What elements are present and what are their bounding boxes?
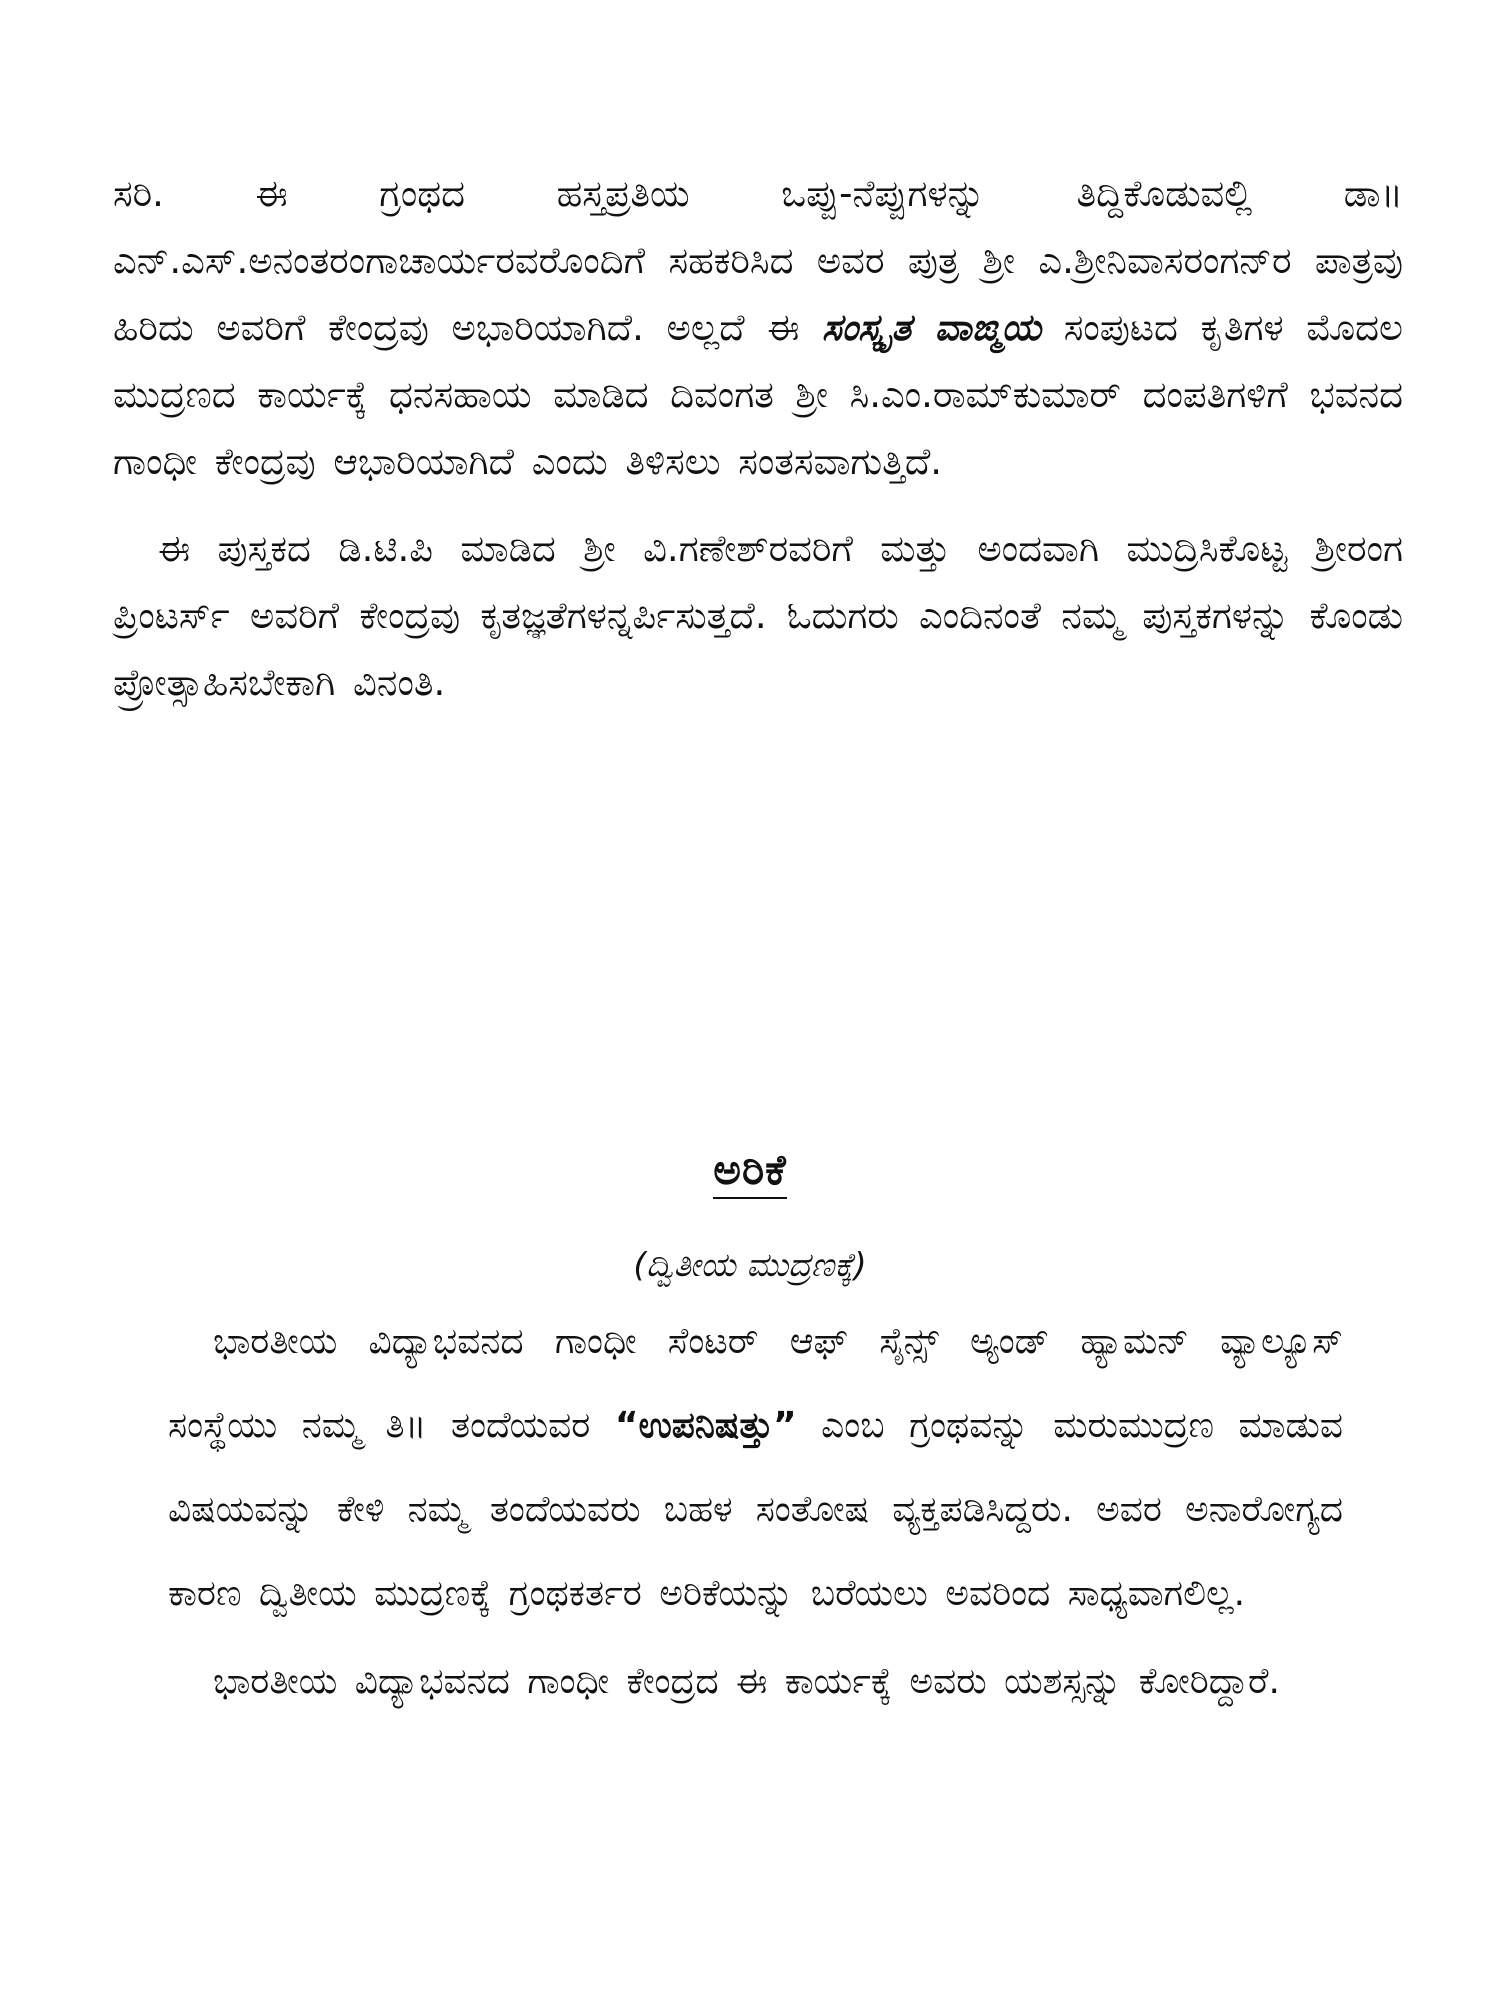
paragraph-text: ಸರಿ. ಈ ಗ್ರಂಥದ ಹಸ್ತಪ್ರತಿಯ ಒಪ್ಪು-ನೆಪ್ಪುಗಳನ್ನು ತಿದ್ದಿಕೊಡುವಲ್ಲಿ ಡಾ॥ ಎನ್.ಎಸ್.ಅನಂತರಂಗಾಚಾರ್ಯರವರೊಂದಿಗೆ ಸಹಕರಿಸಿದ ಅವರ ಪುತ್ರ ಶ್ರೀ ಎ.ಶ್ರೀನಿವಾಸರಂಗನ್‌ರ ಪಾತ್ರವು ಹಿರಿದು ಅವರಿಗೆ ಕೇಂದ್ರವು ಅಭಾರಿಯಾಗಿದೆ. ಅಲ್ಲದೆ ಈ (113, 172, 1403, 349)
paragraph-text: ಸಂಪುಟದ ಕೃತಿಗಳ ಮೊದಲ ಮುದ್ರಣದ ಕಾರ್ಯಕ್ಕೆ ಧನಸಹಾಯ ಮಾಡಿದ ದಿವಂಗತ ಶ್ರೀ ಸಿ.ಎಂ.ರಾಮ್‌ಕುಮಾರ್ ದಂಪತಿಗಳಿಗೆ ಭವನದ ಗಾಂಧೀ ಕೇಂದ್ರವು ಆಭಾರಿಯಾಗಿದೆ ಎಂದು ತಿಳಿಸಲು ಸಂತಸವಾಗುತ್ತಿದೆ. (113, 306, 1403, 483)
paragraph-acknowledgement-2: ಈ ಪುಸ್ತಕದ ಡಿ.ಟಿ.ಪಿ ಮಾಡಿದ ಶ್ರೀ ವಿ.ಗಣೇಶ್‌ರವರಿಗೆ ಮತ್ತು ಅಂದವಾಗಿ ಮುದ್ರಿಸಿಕೊಟ್ಟ ಶ್ರೀರಂಗ ಪ್ರಿಂಟರ್ಸ್ ಅವರಿಗೆ ಕೇಂದ್ರವು ಕೃತಜ್ಞತೆಗಳನ್ನರ್ಪಿಸುತ್ತದೆ. ಓದುಗರು ಎಂದಿನಂತೆ ನಮ್ಮ ಪುಸ್ತಕಗಳನ್ನು ಕೊಂಡು ಪ್ರೋತ್ಸಾಹಿಸಬೇಕಾಗಿ ವಿನಂತಿ. (113, 527, 1403, 704)
emphasis-book-title: “ಉಪನಿಷತ್ತು” (614, 1405, 797, 1446)
paragraph-text: ಭಾರತೀಯ ವಿದ್ಯಾಭವನದ ಗಾಂಧೀ ಸೆಂಟರ್ ಆಫ್ ಸೈನ್ಸ್ ಅ್ಯಂಡ್ ಹ್ಯಾಮನ್ ವ್ಯಾಲ್ಯೂಸ್ ಸಂಸ್ಥೆಯು ನಮ್ಮ ತಿ॥ ತಂದೆಯವರ (168, 1321, 1343, 1446)
paragraph-acknowledgement-1 (113, 160, 1403, 495)
section-heading (0, 1145, 1500, 1199)
section-title: ಅರಿಕೆ (713, 1145, 786, 1199)
paragraph-text: ಎಂಬ ಗ್ರಂಥವನ್ನು ಮರುಮುದ್ರಣ ಮಾಡುವ ವಿಷಯವನ್ನು ಕೇಳಿ ನಮ್ಮ ತಂದೆಯವರು ಬಹಳ ಸಂತೋಷ ವ್ಯಕ್ತಪಡಿಸಿದ್ದರು. ಅವರ ಅನಾರೋಗ್ಯದ ಕಾರಣ ದ್ವಿತೀಯ ಮುದ್ರಣಕ್ಕೆ ಗ್ರಂಥಕರ್ತರ ಅರಿಕೆಯನ್ನು ಬರೆಯಲು ಅವರಿಂದ ಸಾಧ್ಯವಾಗಲಿಲ್ಲ. (168, 1405, 1343, 1614)
section-subtitle: (ದ್ವಿತೀಯ ಮುದ್ರಣಕ್ಕೆ) (633, 1245, 867, 1284)
arike-section (168, 1300, 1343, 1724)
paragraph-arike-2: ಭಾರತೀಯ ವಿದ್ಯಾಭವನದ ಗಾಂಧೀ ಕೇಂದ್ರದ ಈ ಕಾರ್ಯಕ್ಕೆ ಅವರು ಯಶಸ್ಸನ್ನು ಕೋರಿದ್ದಾರೆ. (213, 1661, 1280, 1702)
paragraph-arike-1 (168, 1300, 1343, 1636)
acknowledgement-section (113, 160, 1403, 716)
emphasis-volume-title: ಸಂಸ್ಕೃತ ವಾಙ್ಮಯ (822, 306, 1042, 349)
